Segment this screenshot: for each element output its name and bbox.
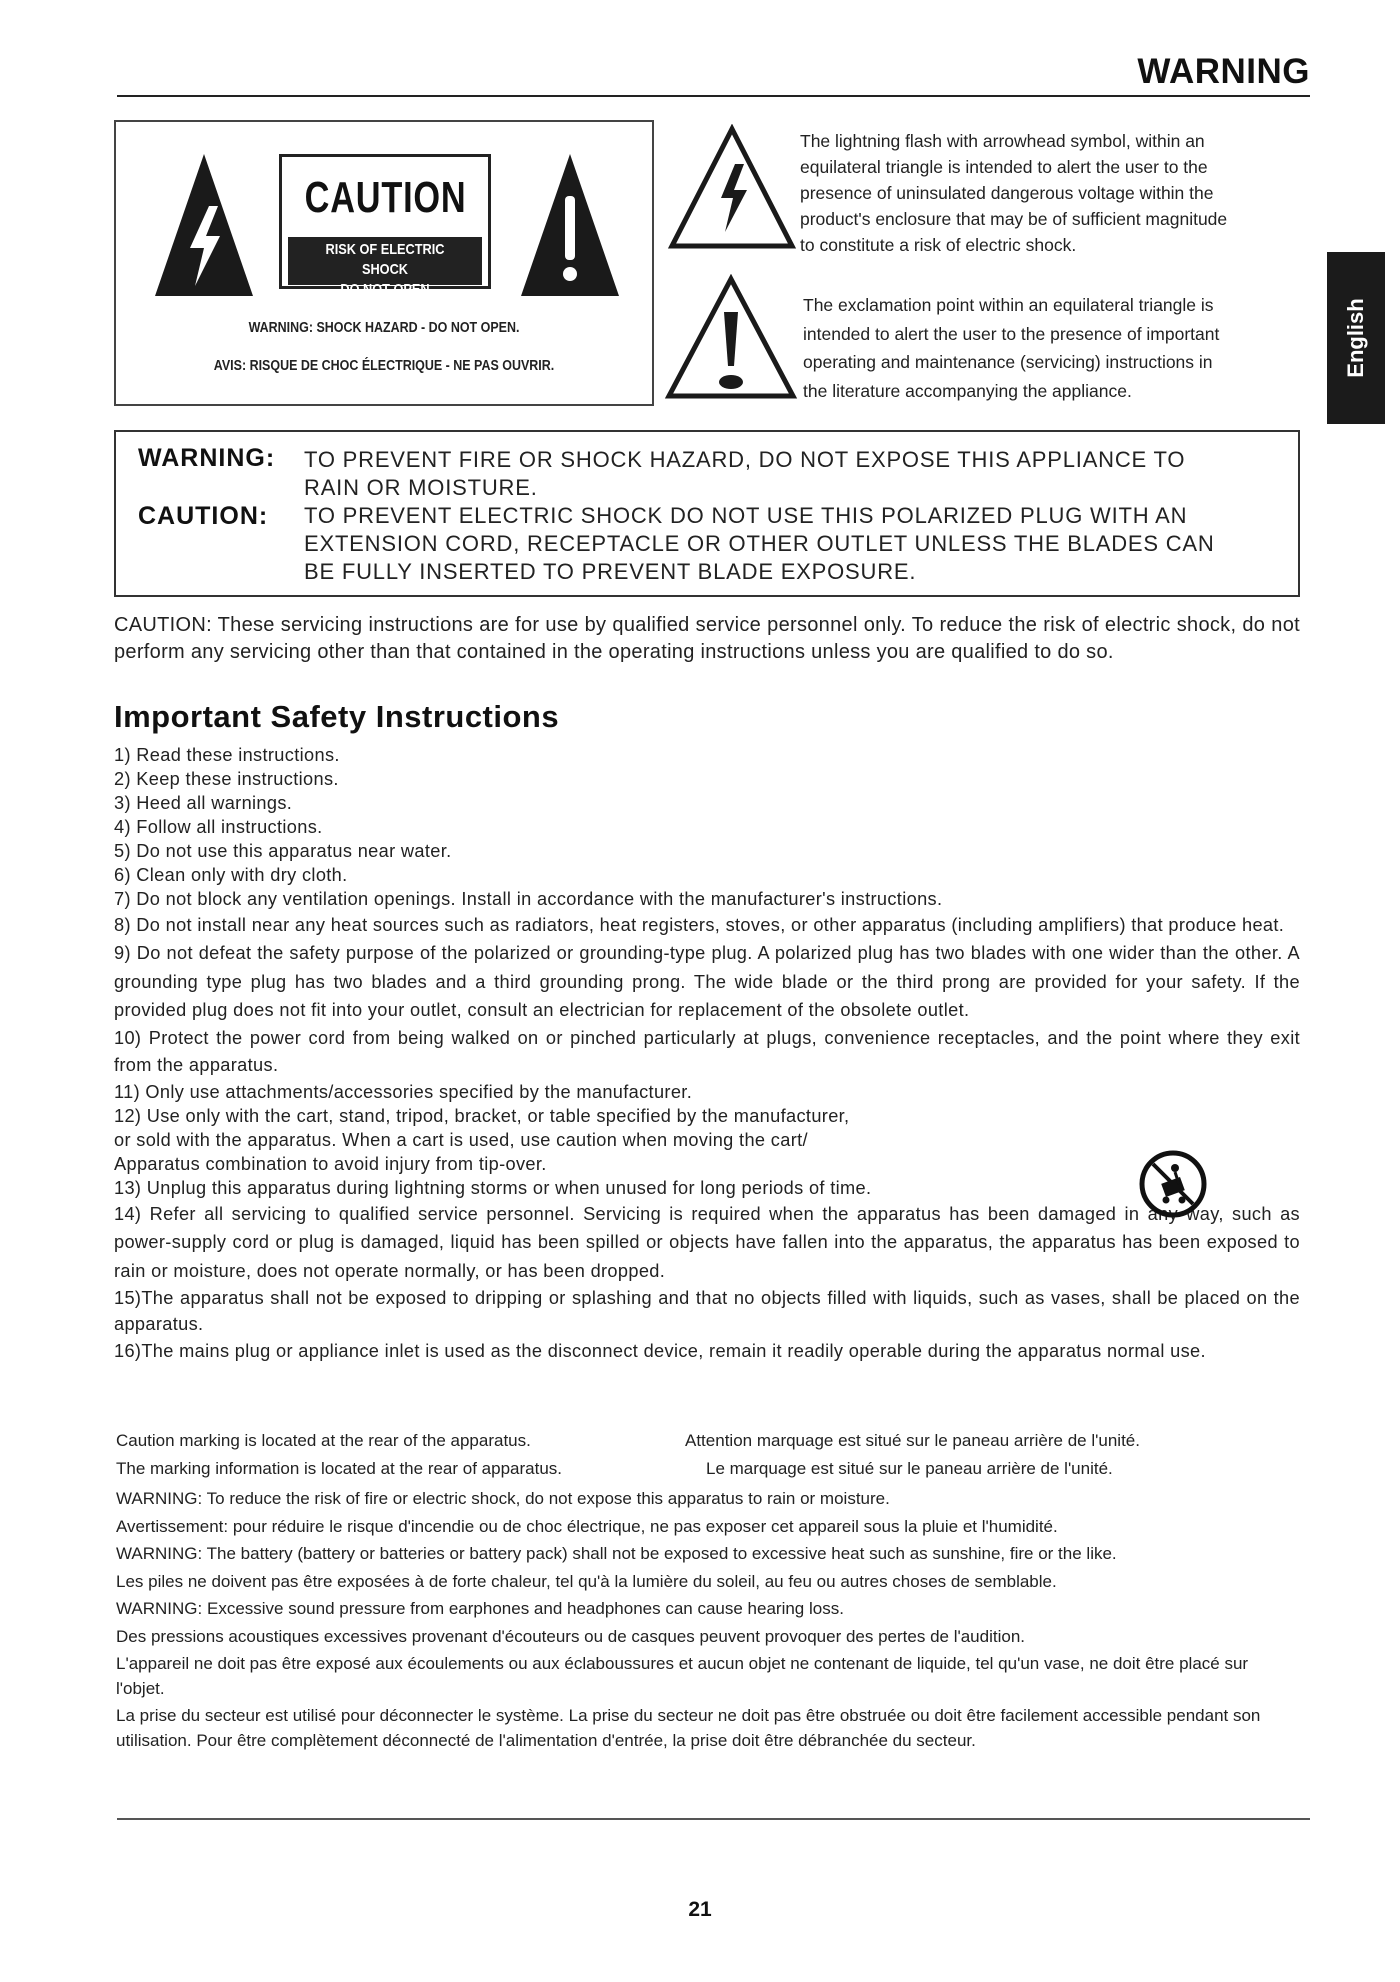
page-title: WARNING [1137, 52, 1310, 91]
note-line: Avertissement: pour réduire le risque d'incendie ou de choc électrique, ne pas exposer cet appareil sous la pluie et l'humidité. [116, 1516, 1058, 1536]
note-line: WARNING: To reduce the risk of fire or electric shock, do not expose this apparatus to rain or moisture. [116, 1489, 890, 1508]
caution-label: CAUTION: [138, 502, 269, 530]
notes-section [116, 1429, 1300, 1753]
marking-row-1: Caution marking is located at the rear of the apparatus. Attention marquage est situé sur le paneau arrière de l'unité. [116, 1431, 1140, 1450]
caution-plate [279, 154, 491, 298]
safety-heading: Important Safety Instructions [114, 699, 560, 734]
lightning-explanation: The lightning flash with arrowhead symbol, within an equilateral triangle is intended to alert the user to the presence of uninsulated dangerous voltage within the product's enclosure that may be of sufficient magnitude to constitute a risk of electric shock. [800, 131, 1228, 255]
list-item: 2) Keep these instructions. [114, 769, 339, 789]
list-item: 9) Do not defeat the safety purpose of the polarized or grounding-type plug. A polarized plug has two blades with one wider than the other. A grounding type plug has two blades and a third grounding prong. The wide blade or the third prong are provided for your safety. If the provided plug does not fit into your outlet, consult an electrician for replacement of the obsolete outlet. [114, 943, 1300, 1020]
cart-tip-over-icon [1139, 1150, 1207, 1218]
caution-band [288, 237, 482, 298]
safety-list [114, 743, 1300, 1365]
warning-box [114, 430, 1300, 597]
note-line: Les piles ne doivent pas être exposées à de forte chaleur, tel qu'à la lumière du soleil, au feu ou autres choses de semblable. [116, 1571, 1057, 1591]
warning-label: WARNING: [138, 444, 276, 472]
list-item: 14) Refer all servicing to qualified service personnel. Servicing is required when the apparatus has been damaged in any way, such as power-supply cord or plug is damaged, liquid has been spilled or objects have fallen into the apparatus, the apparatus has been exposed to rain or moisture, does not operate normally, or has been dropped. [114, 1203, 1300, 1281]
caution-text: TO PREVENT ELECTRIC SHOCK DO NOT USE THIS POLARIZED PLUG WITH AN EXTENSION CORD, RECEPTACLE OR OTHER OUTLET UNLESS THE BLADES CAN BE FULLY INSERTED TO PREVENT BLADE EXPOSURE. [304, 503, 1215, 584]
list-item: 4) Follow all instructions. [114, 817, 323, 837]
list-item: 5) Do not use this apparatus near water. [114, 841, 452, 861]
header-divider [117, 95, 1310, 97]
language-tab[interactable] [1327, 252, 1385, 424]
list-item: Apparatus combination to avoid injury from tip-over. [114, 1153, 547, 1174]
list-item: 13) Unplug this apparatus during lightning storms or when unused for long periods of time. [114, 1177, 872, 1198]
list-item: 8) Do not install near any heat sources such as radiators, heat registers, stoves, or other apparatus (including amplifiers) that produce heat. [114, 915, 1285, 935]
caution-band-line2: DO NOT OPEN [340, 281, 430, 298]
list-item: 12) Use only with the cart, stand, tripod, bracket, or table specified by the manufacturer, [114, 1105, 850, 1126]
note-line: L'appareil ne doit pas être exposé aux écoulements ou aux éclaboussures et aucun objet ne contenant de liquide, tel qu'un vase, ne doit être placé sur l'objet. [116, 1654, 1249, 1698]
list-item: 11) Only use attachments/accessories specified by the manufacturer. [114, 1081, 693, 1102]
warning-text: TO PREVENT FIRE OR SHOCK HAZARD, DO NOT EXPOSE THIS APPLIANCE TO RAIN OR MOISTURE. [304, 447, 1186, 500]
note-line: WARNING: The battery (battery or batteries or battery pack) shall not be exposed to excessive heat such as sunshine, fire or the like. [116, 1544, 1117, 1563]
footer-divider [117, 1818, 1310, 1820]
caution-band-line1: RISK OF ELECTRIC SHOCK [325, 241, 445, 278]
caution-word: CAUTION [304, 173, 467, 222]
lightning-outline-icon [667, 124, 797, 252]
exclamation-triangle-icon [518, 150, 622, 300]
page-number: 21 [688, 1898, 712, 1921]
list-item: 7) Do not block any ventilation openings. Install in accordance with the manufacturer's instructions. [114, 889, 943, 909]
list-item: 10) Protect the power cord from being walked on or pinched particularly at plugs, convenience receptacles, and the point where they exit from the apparatus. [114, 1027, 1300, 1075]
list-item: 16)The mains plug or appliance inlet is used as the disconnect device, remain it readily operable during the apparatus normal use. [114, 1341, 1206, 1361]
exclamation-explanation: The exclamation point within an equilateral triangle is intended to alert the user to the presence of important operating and maintenance (servicing) instructions in the literature accompanying the appliance. [803, 295, 1220, 401]
language-tab-label: English [1343, 298, 1368, 378]
caution-warning-line: WARNING: SHOCK HAZARD - DO NOT OPEN. [248, 320, 520, 336]
list-item: 3) Heed all warnings. [114, 793, 293, 813]
marking-row-2: The marking information is located at the rear of apparatus. Le marquage est situé sur le paneau arrière de l'unité. [116, 1459, 1113, 1478]
lightning-triangle-icon [152, 150, 256, 300]
caution-label-box [114, 120, 654, 406]
note-line: Des pressions acoustiques excessives provenant d'écouteurs ou de casques peuvent provoquer des pertes de l'audition. [116, 1626, 1025, 1646]
list-item: 15)The apparatus shall not be exposed to dripping or splashing and that no objects filled with liquids, such as vases, shall be placed on the apparatus. [114, 1288, 1300, 1334]
list-item: 6) Clean only with dry cloth. [114, 865, 348, 885]
servicing-caution: CAUTION: These servicing instructions are for use by qualified service personnel only. To reduce the risk of electric shock, do not perform any servicing other than that contained in the operating instructions unless you are qualified to do so. [114, 614, 1300, 663]
note-line: La prise du secteur est utilisé pour déconnecter le système. La prise du secteur ne doit pas être obstruée ou doit être facilement accessible pendant son utilisation. Pour être complètement déconnecté de l'alimentation d'entrée, la prise doit être débranchée du secteur. [116, 1706, 1261, 1750]
list-item: 1) Read these instructions. [114, 745, 340, 765]
note-line: WARNING: Excessive sound pressure from earphones and headphones can cause hearing loss. [116, 1599, 844, 1618]
exclamation-outline-icon [664, 274, 798, 402]
list-item: or sold with the apparatus. When a cart is used, use caution when moving the cart/ [114, 1129, 808, 1150]
caution-avis-line: AVIS: RISQUE DE CHOC ÉLECTRIQUE - NE PAS OUVRIR. [213, 358, 555, 374]
